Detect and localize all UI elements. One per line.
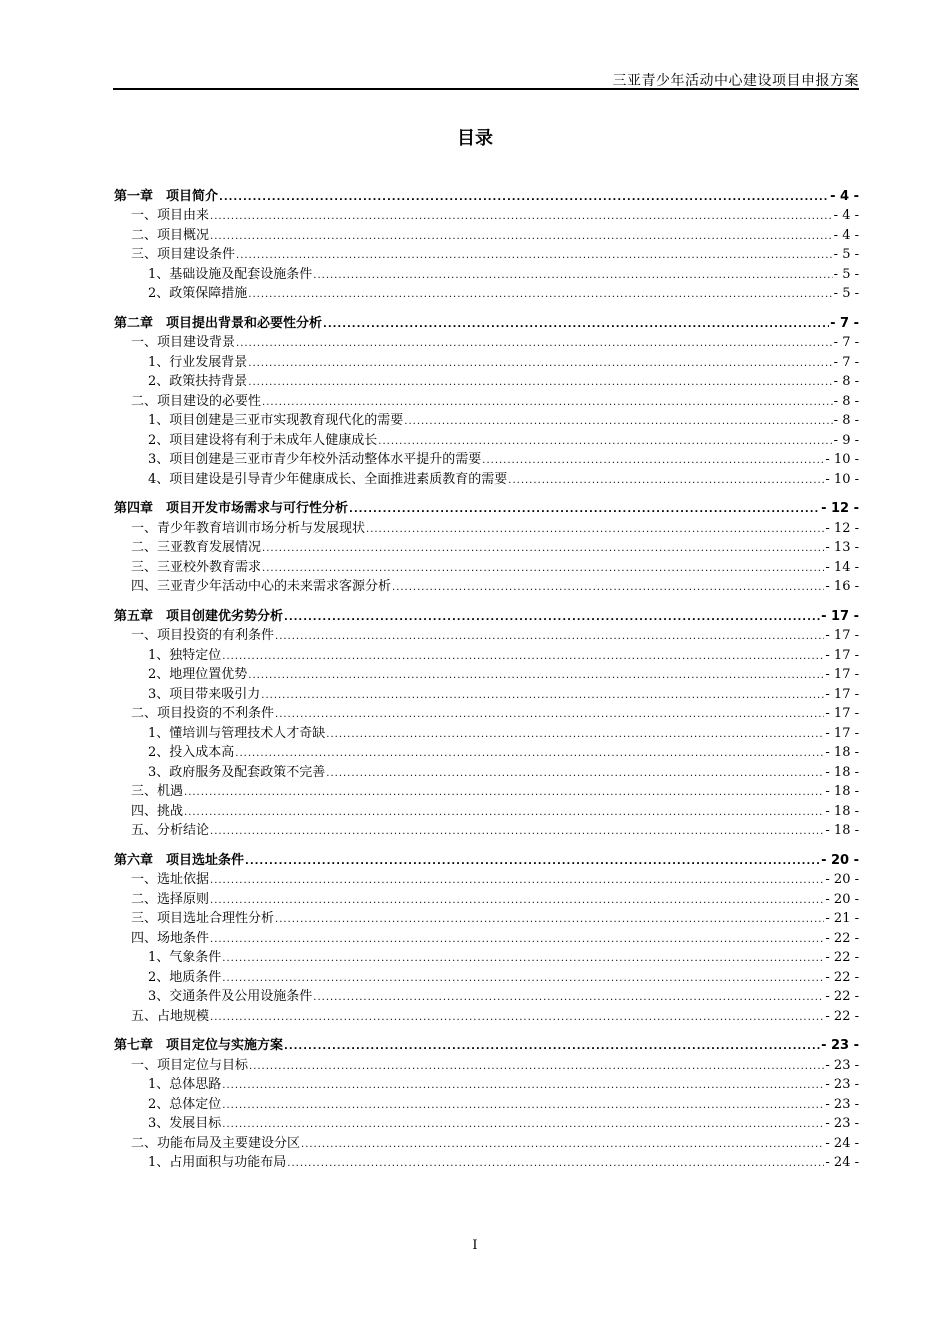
toc-dot-leader — [323, 319, 829, 331]
toc-subsection-entry[interactable] — [114, 643, 859, 663]
toc-entry-page: - 17 - — [825, 686, 859, 702]
toc-section-entry[interactable] — [114, 243, 859, 263]
toc-dot-leader — [248, 358, 832, 370]
toc-dot-leader — [236, 250, 833, 262]
toc-entry-page: - 18 - — [825, 803, 859, 819]
toc-dot-leader — [378, 436, 832, 448]
toc-entry-label: 1、基础设施及配套设施条件 — [148, 266, 313, 282]
toc-section-entry[interactable] — [114, 799, 859, 819]
toc-dot-leader — [366, 524, 824, 536]
toc-entry-label: 三、机遇 — [131, 784, 184, 799]
toc-entry-label: 一、项目定位与目标 — [131, 1057, 249, 1073]
toc-entry-page: - 4 - — [833, 227, 859, 243]
toc-dot-leader — [313, 992, 824, 1004]
toc-entry-page: - 4 - — [830, 188, 859, 204]
toc-entry-label: 三、项目建设条件 — [131, 247, 236, 262]
toc-entry-label: 二、项目投资的不利条件 — [131, 706, 275, 721]
toc-entry-page: - 22 - — [825, 969, 859, 985]
toc-entry-page: - 24 - — [825, 1135, 859, 1151]
toc-dot-leader — [249, 1061, 824, 1073]
toc-entry-page: - 5 - — [833, 266, 859, 282]
toc-dot-leader — [248, 670, 824, 682]
toc-dot-leader — [245, 856, 820, 868]
toc-entry-page: - 22 - — [825, 950, 859, 965]
toc-subsection-entry[interactable] — [114, 428, 859, 448]
toc-section-entry[interactable] — [114, 819, 859, 839]
toc-entry-label: 第六章 项目选址条件 — [114, 852, 245, 868]
toc-chapter-entry[interactable] — [114, 184, 859, 204]
toc-subsection-entry[interactable] — [114, 1073, 859, 1093]
toc-entry-page: - 23 - — [825, 1096, 859, 1112]
toc-subsection-entry[interactable] — [114, 350, 859, 370]
toc-entry-label: 2、总体定位 — [148, 1096, 222, 1112]
toc-entry-label: 1、独特定位 — [148, 647, 222, 663]
toc-dot-leader — [482, 455, 824, 467]
toc-section-entry[interactable] — [114, 926, 859, 946]
toc-chapter-entry[interactable] — [114, 497, 859, 517]
toc-entry-page: - 24 - — [825, 1155, 859, 1170]
toc-entry-label: 二、选择原则 — [131, 891, 210, 907]
toc-entry-label: 1、总体思路 — [148, 1077, 222, 1092]
toc-subsection-entry[interactable] — [114, 985, 859, 1005]
toc-subsection-entry[interactable] — [114, 663, 859, 683]
toc-entry-label: 3、项目带来吸引力 — [148, 686, 261, 702]
toc-subsection-entry[interactable] — [114, 1092, 859, 1112]
toc-subsection-entry[interactable] — [114, 448, 859, 468]
toc-dot-leader — [508, 475, 824, 487]
toc-dot-leader — [222, 1100, 824, 1112]
toc-entry-page: - 17 - — [821, 608, 859, 624]
toc-entry-label: 2、地理位置优势 — [148, 667, 248, 682]
toc-dot-leader — [326, 729, 824, 741]
toc-subsection-entry[interactable] — [114, 1151, 859, 1171]
toc-entry-page: - 12 - — [825, 520, 859, 536]
toc-subsection-entry[interactable] — [114, 409, 859, 429]
toc-dot-leader — [275, 709, 824, 721]
toc-dot-leader — [210, 211, 833, 223]
toc-subsection-entry[interactable] — [114, 262, 859, 282]
toc-entry-label: 1、行业发展背景 — [148, 354, 248, 370]
toc-section-entry[interactable] — [114, 1131, 859, 1151]
toc-entry-label: 五、分析结论 — [131, 823, 210, 838]
toc-dot-leader — [210, 875, 824, 887]
toc-dot-leader — [184, 787, 824, 799]
page-header — [113, 68, 859, 90]
toc-entry-page: - 20 - — [825, 891, 859, 907]
toc-section-entry[interactable] — [114, 907, 859, 927]
toc-dot-leader — [210, 826, 824, 838]
toc-dot-leader — [248, 377, 832, 389]
toc-dot-leader — [261, 690, 824, 702]
toc-subsection-entry[interactable] — [114, 1112, 859, 1132]
toc-entry-page: - 7 - — [833, 354, 859, 370]
toc-dot-leader — [284, 1041, 820, 1053]
toc-dot-leader — [222, 1080, 824, 1092]
toc-subsection-entry[interactable] — [114, 682, 859, 702]
toc-subsection-entry[interactable] — [114, 760, 859, 780]
toc-section-entry[interactable] — [114, 331, 859, 351]
toc-entry-label: 3、交通条件及公用设施条件 — [148, 989, 313, 1004]
toc-dot-leader — [313, 270, 832, 282]
toc-entry-label: 一、选址依据 — [131, 872, 210, 887]
toc-section-entry[interactable] — [114, 624, 859, 644]
toc-entry-page: - 14 - — [825, 559, 859, 575]
toc-entry-page: - 10 - — [825, 471, 859, 487]
toc-chapter-entry[interactable] — [114, 848, 859, 868]
toc-dot-leader — [222, 651, 824, 663]
toc-entry-label: 2、政策扶持背景 — [148, 374, 248, 389]
page-number: I — [472, 1238, 478, 1253]
toc-subsection-entry[interactable] — [114, 370, 859, 390]
toc-entry-page: - 4 - — [833, 208, 859, 223]
toc-dot-leader — [301, 1139, 824, 1151]
toc-entry-label: 2、投入成本高 — [148, 745, 235, 760]
toc-subsection-entry[interactable] — [114, 282, 859, 302]
toc-dot-leader — [236, 338, 833, 350]
toc-dot-leader — [349, 504, 820, 516]
toc-entry-label: 五、占地规模 — [131, 1008, 210, 1024]
toc-entry-page: - 17 - — [825, 647, 859, 663]
toc-entry-label: 一、项目投资的有利条件 — [131, 628, 275, 643]
toc-dot-leader — [262, 397, 833, 409]
toc-section-entry[interactable] — [114, 575, 859, 595]
toc-chapter-entry[interactable] — [114, 311, 859, 331]
toc-entry-label: 1、气象条件 — [148, 950, 222, 965]
toc-subsection-entry[interactable] — [114, 946, 859, 966]
toc-entry-page: - 18 - — [825, 745, 859, 760]
toc-entry-page: - 17 - — [825, 667, 859, 682]
toc-entry-label: 四、三亚青少年活动中心的未来需求客源分析 — [131, 579, 392, 594]
toc-entry-label: 四、挑战 — [131, 803, 184, 819]
toc-entry-label: 第四章 项目开发市场需求与可行性分析 — [114, 501, 349, 516]
toc-entry-page: - 21 - — [825, 911, 859, 926]
toc-section-entry[interactable] — [114, 780, 859, 800]
toc-dot-leader — [222, 1119, 824, 1131]
toc-entry-page: - 7 - — [830, 315, 859, 331]
toc-entry-label: 1、项目创建是三亚市实现教育现代化的需要 — [148, 413, 404, 428]
toc-entry-label: 三、项目选址合理性分析 — [131, 911, 275, 926]
toc-entry-page: - 17 - — [825, 725, 859, 741]
header-title: 三亚青少年活动中心建设项目申报方案 — [612, 73, 859, 89]
toc-entry-label: 第七章 项目定位与实施方案 — [114, 1038, 284, 1053]
toc-entry-label: 二、项目建设的必要性 — [131, 393, 262, 409]
toc-entry-label: 4、项目建设是引导青少年健康成长、全面推进素质教育的需要 — [148, 471, 508, 487]
toc-entry-label: 2、项目建设将有利于未成年人健康成长 — [148, 432, 378, 448]
toc-entry-label: 一、项目由来 — [131, 208, 210, 223]
toc-entry-page: - 7 - — [833, 335, 859, 350]
toc-dot-leader — [275, 631, 824, 643]
table-of-contents — [114, 184, 859, 1170]
toc-chapter-entry[interactable] — [114, 604, 859, 624]
toc-entry-label: 一、项目建设背景 — [131, 335, 236, 350]
toc-dot-leader — [210, 231, 833, 243]
toc-entry-label: 3、政府服务及配套政策不完善 — [148, 764, 326, 780]
toc-entry-page: - 17 - — [825, 706, 859, 721]
toc-section-entry[interactable] — [114, 1004, 859, 1024]
toc-subsection-entry[interactable] — [114, 965, 859, 985]
toc-entry-label: 第五章 项目创建优劣势分析 — [114, 608, 284, 624]
toc-subsection-entry[interactable] — [114, 721, 859, 741]
toc-entry-page: - 5 - — [833, 286, 859, 301]
toc-section-entry[interactable] — [114, 223, 859, 243]
toc-dot-leader — [275, 914, 824, 926]
toc-dot-leader — [284, 612, 820, 624]
toc-entry-page: - 22 - — [825, 1008, 859, 1024]
toc-section-entry[interactable] — [114, 887, 859, 907]
toc-entry-page: - 12 - — [821, 501, 859, 516]
toc-dot-leader — [287, 1158, 824, 1170]
toc-subsection-entry[interactable] — [114, 467, 859, 487]
toc-entry-page: - 20 - — [821, 852, 859, 868]
toc-entry-page: - 23 - — [825, 1116, 859, 1131]
toc-entry-label: 第二章 项目提出背景和必要性分析 — [114, 315, 323, 331]
toc-entry-page: - 18 - — [825, 823, 859, 838]
toc-dot-leader — [235, 748, 824, 760]
toc-entry-page: - 9 - — [833, 432, 859, 448]
toc-dot-leader — [392, 582, 824, 594]
toc-entry-page: - 8 - — [833, 393, 859, 409]
toc-dot-leader — [262, 563, 824, 575]
toc-entry-page: - 23 - — [825, 1077, 859, 1092]
toc-entry-label: 3、项目创建是三亚市青少年校外活动整体水平提升的需要 — [148, 452, 482, 467]
toc-section-entry[interactable] — [114, 1053, 859, 1073]
toc-entry-page: - 23 - — [821, 1038, 859, 1053]
toc-entry-page: - 10 - — [825, 452, 859, 467]
toc-entry-label: 二、三亚教育发展情况 — [131, 540, 262, 555]
toc-title: 目录 — [457, 128, 493, 149]
toc-entry-label: 四、场地条件 — [131, 930, 210, 946]
toc-entry-label: 二、项目概况 — [131, 227, 210, 243]
toc-dot-leader — [222, 953, 824, 965]
toc-subsection-entry[interactable] — [114, 741, 859, 761]
toc-entry-page: - 17 - — [825, 628, 859, 643]
toc-entry-page: - 18 - — [825, 764, 859, 780]
toc-entry-label: 三、三亚校外教育需求 — [131, 559, 262, 575]
toc-entry-label: 3、发展目标 — [148, 1116, 222, 1131]
toc-section-entry[interactable] — [114, 516, 859, 536]
toc-entry-page: - 22 - — [825, 989, 859, 1004]
toc-entry-page: - 5 - — [833, 247, 859, 262]
toc-dot-leader — [326, 768, 824, 780]
toc-entry-label: 第一章 项目简介 — [114, 188, 219, 204]
toc-entry-page: - 20 - — [825, 872, 859, 887]
toc-dot-leader — [210, 1012, 824, 1024]
toc-dot-leader — [184, 807, 824, 819]
toc-dot-leader — [222, 973, 824, 985]
toc-chapter-entry[interactable] — [114, 1034, 859, 1054]
toc-entry-label: 1、懂培训与管理技术人才奇缺 — [148, 725, 326, 741]
toc-entry-label: 二、功能布局及主要建设分区 — [131, 1135, 301, 1151]
toc-section-entry[interactable] — [114, 868, 859, 888]
toc-dot-leader — [210, 934, 824, 946]
toc-entry-page: - 22 - — [825, 930, 859, 946]
toc-entry-page: - 8 - — [833, 374, 859, 389]
toc-entry-label: 2、地质条件 — [148, 969, 222, 985]
toc-dot-leader — [219, 192, 829, 204]
toc-entry-page: - 16 - — [825, 579, 859, 594]
toc-section-entry[interactable] — [114, 555, 859, 575]
toc-entry-page: - 8 - — [833, 413, 859, 428]
toc-entry-label: 2、政策保障措施 — [148, 286, 248, 301]
toc-entry-page: - 23 - — [825, 1057, 859, 1073]
toc-section-entry[interactable] — [114, 204, 859, 224]
toc-dot-leader — [262, 543, 824, 555]
toc-section-entry[interactable] — [114, 536, 859, 556]
toc-section-entry[interactable] — [114, 389, 859, 409]
toc-entry-label: 1、占用面积与功能布局 — [148, 1155, 287, 1170]
toc-dot-leader — [404, 416, 832, 428]
toc-entry-page: - 18 - — [825, 784, 859, 799]
toc-entry-page: - 13 - — [825, 540, 859, 555]
toc-dot-leader — [248, 289, 832, 301]
toc-entry-label: 一、青少年教育培训市场分析与发展现状 — [131, 520, 366, 536]
toc-section-entry[interactable] — [114, 702, 859, 722]
toc-dot-leader — [210, 895, 824, 907]
